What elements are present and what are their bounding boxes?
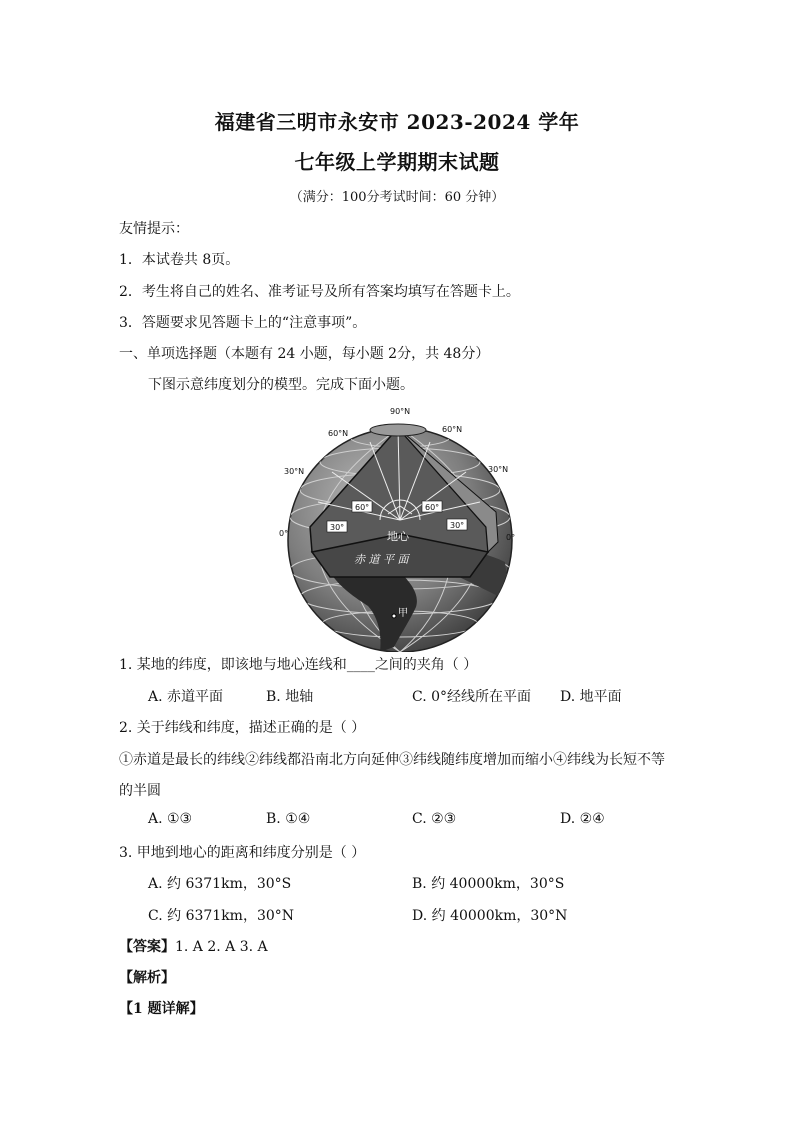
label-0-left: 0°: [279, 529, 289, 538]
q1-option-c[interactable]: C. 0°经线所在平面: [412, 689, 532, 705]
question-3-stem: 3. 甲地到地心的距离和纬度分别是（ ）: [119, 845, 366, 861]
question-2-statements-line2: 的半圆: [119, 783, 161, 799]
point-jia: [392, 614, 396, 618]
center-label: 地心: [387, 530, 409, 543]
latitude-globe-figure: [270, 402, 530, 652]
section-intro: 下图示意纬度划分的模型。完成下面小题。: [148, 377, 414, 393]
q3-option-a[interactable]: A. 约 6371km，30°S: [148, 876, 292, 892]
q2-option-d[interactable]: D. ②④: [560, 811, 605, 827]
angle-60-right: 60°: [425, 503, 440, 512]
label-60n-right: 60°N: [442, 425, 463, 434]
q3-option-d[interactable]: D. 约 40000km，30°N: [412, 908, 568, 924]
q1-option-a[interactable]: A. 赤道平面: [148, 689, 224, 705]
q3-option-b[interactable]: B. 约 40000km，30°S: [412, 876, 565, 892]
label-30n-right: 30°N: [488, 465, 509, 474]
exam-title-line2: 七年级上学期期末试题: [294, 150, 500, 174]
q1-blank: ____: [346, 657, 375, 673]
q2-option-a[interactable]: A. ①③: [148, 811, 193, 827]
detail-1-label: 【1 题详解】: [119, 1001, 204, 1017]
question-2-statements-line1: ①赤道是最长的纬线②纬线都沿南北方向延伸③纬线随纬度增加而缩小④纬线为长短不等: [119, 752, 665, 768]
analysis-label: 【解析】: [119, 970, 175, 986]
q1-option-b[interactable]: B. 地轴: [266, 689, 314, 705]
exam-title-line1: 福建省三明市永安市 2023-2024 学年: [214, 110, 580, 134]
section-heading: 一、单项选择题（本题有 24 小题，每小题 2分，共 48分）: [119, 346, 490, 362]
label-60n-left: 60°N: [328, 429, 349, 438]
tips-heading: 友情提示：: [119, 221, 189, 237]
q1-option-d[interactable]: D. 地平面: [560, 689, 622, 705]
angle-30-right: 30°: [450, 521, 465, 530]
tip-item-1: 1．本试卷共 8页。: [119, 252, 240, 268]
answer-label: 【答案】: [119, 939, 175, 955]
question-2-stem: 2. 关于纬线和纬度，描述正确的是（ ）: [119, 720, 366, 736]
answer-line: [119, 936, 268, 956]
tip-item-3: 3．答题要求见答题卡上的“注意事项”。: [119, 315, 367, 331]
angle-30-left: 30°: [330, 523, 345, 532]
q3-option-c[interactable]: C. 约 6371km，30°N: [148, 908, 295, 924]
label-30n-left: 30°N: [284, 467, 305, 476]
question-1: [119, 654, 477, 674]
point-jia-label: 甲: [398, 608, 408, 619]
equator-plane-label: 赤 道 平 面: [354, 553, 409, 566]
q2-option-c[interactable]: C. ②③: [412, 811, 457, 827]
q1-stem-before: 1. 某地的纬度，即该地与地心连线和: [119, 657, 347, 673]
q2-option-b[interactable]: B. ①④: [266, 811, 311, 827]
q1-stem-after: 之间的夹角（ ）: [374, 657, 478, 673]
angle-60-left: 60°: [355, 503, 370, 512]
label-0-right: 0°: [506, 533, 516, 542]
tip-item-2: 2．考生将自己的姓名、准考证号及所有答案均填写在答题卡上。: [119, 284, 520, 300]
label-90n: 90°N: [390, 407, 411, 416]
answer-values: 1. A 2. A 3. A: [175, 939, 268, 955]
exam-subtitle: （满分：100分考试时间：60 分钟）: [289, 190, 505, 205]
